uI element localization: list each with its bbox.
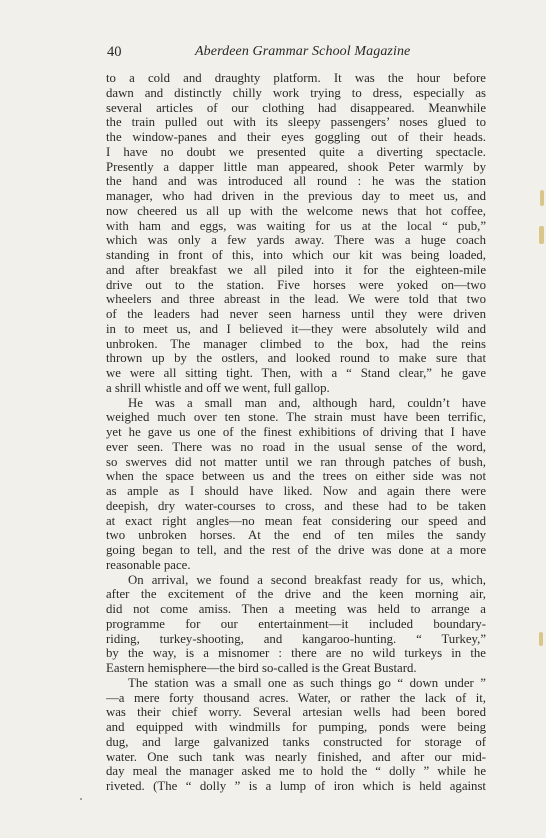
text-line: which was only a few yards away. There was a huge coach (106, 233, 486, 248)
scan-speck (80, 798, 82, 800)
text-line: and equipped with windmills for pumping, ponds were being (106, 720, 486, 734)
text-line: water. One such tank was nearly finished, and after our mid- (106, 749, 486, 764)
text-line: going began to tell, and the rest of the drive was done at a more (106, 543, 486, 557)
text-line: Presently a dapper little man appeared, shook Peter warmly by (106, 159, 486, 174)
text-line: of the leaders had never seen harness until they were driven (106, 307, 486, 321)
text-line: unbroken. The manager climbed to the box, had the reins (106, 336, 486, 351)
text-line: with ham and eggs, was waiting for us at the local “ pub,” (106, 218, 486, 233)
text-line: weighed much over ten stone. The strain must have been terrific, (106, 410, 486, 425)
page-header (107, 44, 487, 62)
text-line: On arrival, we found a second breakfast ready for us, which, (128, 572, 486, 587)
text-line: reasonable pace. (106, 557, 191, 572)
text-line: did not come amiss. Then a meeting was held to arrange a (106, 602, 486, 616)
text-line: thrown up by the ostlers, and looked round to make sure that (106, 351, 486, 366)
text-line: we were all sitting tight. Then, with a “ Stand clear,” he gave (106, 366, 486, 380)
text-line: deepish, dry water-courses to cross, and these had to be taken (106, 498, 486, 513)
text-line: in to meet us, and I believed it—they were absolutely wild and (106, 321, 486, 336)
text-line: dawn and distinctly chilly work trying to dress, especially as (106, 85, 486, 100)
article-body (106, 71, 486, 794)
text-line: He was a small man and, although hard, couldn’t have (128, 395, 486, 410)
scan-mark (540, 190, 544, 206)
text-line: to a cold and draughty platform. It was the hour before (106, 71, 486, 85)
text-line: day meal the manager asked me to hold the “ dolly ” while he (106, 764, 486, 779)
text-line: as ample as I should have liked. Now and again there were (106, 484, 486, 498)
text-line: manager, who had driven in the previous day to meet us, and (106, 189, 486, 203)
text-line: was their chief worry. Several artesian wells had been bored (106, 705, 486, 720)
text-line: the window-panes and their eyes goggling out of their heads. (106, 130, 486, 144)
text-line: riveted. (The “ dolly ” is a lump of iron which is held against (106, 779, 486, 793)
text-line: ever seen. There was no road in the usual sense of the word, (106, 439, 486, 454)
text-line: and after breakfast we all piled into it for the eighteen-mile (106, 262, 486, 277)
text-line: at exact right angles—no mean feat considering our speed and (106, 513, 486, 528)
scan-mark (539, 226, 544, 244)
text-line: programme for our entertainment—it included boundary- (106, 616, 486, 631)
text-line: so swerves did not matter until we ran through patches of bush, (106, 454, 486, 469)
text-line: several articles of our clothing had disappeared. Meanwhile (106, 100, 486, 115)
text-line: now cheered us all up with the welcome news that hot coffee, (106, 203, 486, 218)
text-line: I have no doubt we presented quite a diverting spectacle. (106, 144, 486, 159)
text-line: after the excitement of the drive and the keen morning air, (106, 587, 486, 602)
text-line: when the space between us and the trees on either side was not (106, 469, 486, 484)
text-line: the train pulled out with its sleepy passengers’ noses glued to (106, 115, 486, 130)
text-line: drive out to the station. Five horses were yoked on—two (106, 277, 486, 292)
text-line: by the way, is a misnomer : there are no wild turkeys in the (106, 646, 486, 661)
text-line: wheelers and three abreast in the lead. We were told that two (106, 292, 486, 307)
text-line: the hand and was introduced all round : he was the station (106, 174, 486, 189)
text-line: yet he gave us one of the finest exhibitions of driving that I have (106, 425, 486, 439)
text-line: dug, and large galvanized tanks constructed for storage of (106, 734, 486, 749)
text-line: The station was a small one as such things go “ down under ” (128, 675, 486, 690)
text-line: standing in front of this, into which our kit was being loaded, (106, 248, 486, 262)
running-title: Aberdeen Grammar School Magazine (195, 44, 411, 59)
scan-mark (539, 632, 543, 646)
text-line: riding, turkey-shooting, and kangaroo-hunting. “ Turkey,” (106, 631, 486, 646)
text-line: a shrill whistle and off we went, full gallop. (106, 380, 330, 395)
text-line: Eastern hemisphere—the bird so-called is the Great Bustard. (106, 661, 417, 675)
text-line: —a mere forty thousand acres. Water, or rather the lack of it, (106, 690, 486, 705)
page-number: 40 (107, 44, 122, 60)
text-line: two unbroken horses. At the end of ten miles the sandy (106, 528, 486, 543)
